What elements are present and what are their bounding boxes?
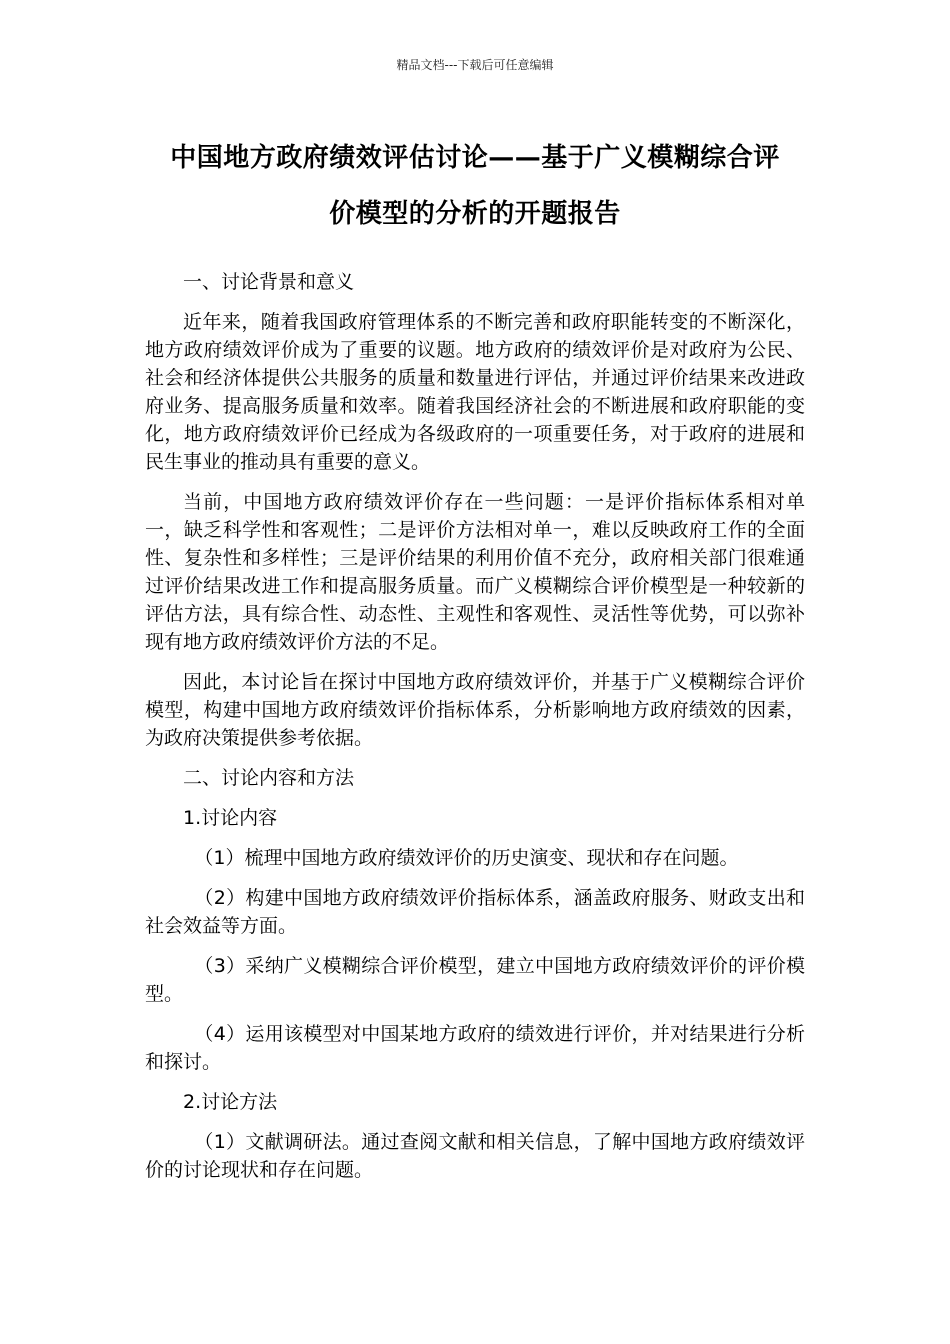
method-item-1: （1）文献调研法。通过查阅文献和相关信息，了解中国地方政府绩效评价的讨论现状和存在问题。 [145,1131,805,1181]
content-item-2: （2）构建中国地方政府绩效评价指标体系，涵盖政府服务、财政支出和社会效益等方面。 [145,887,805,937]
background-paragraph-3: 因此，本讨论旨在探讨中国地方政府绩效评价，并基于广义模糊综合评价模型，构建中国地方政府绩效评价指标体系，分析影响地方政府绩效的因素，为政府决策提供参考依据。 [145,671,805,749]
section-heading-background: 一、讨论背景和意义 [183,271,355,293]
section-heading-content-methods: 二、讨论内容和方法 [183,767,355,789]
document-body [145,268,805,1196]
subsection-heading-methods: 2.讨论方法 [183,1091,278,1113]
document-title-line-2: 价模型的分析的开题报告 [329,199,621,229]
content-item-4: （4）运用该模型对中国某地方政府的绩效进行评价，并对结果进行分析和探讨。 [145,1023,805,1073]
background-paragraph-2: 当前，中国地方政府绩效评价存在一些问题：一是评价指标体系相对单一，缺乏科学性和客观性；二是评价方法相对单一，难以反映政府工作的全面性、复杂性和多样性；三是评价结果的利用价值不充分，政府相关部门很难通过评价结果改进工作和提高服务质量。而广义模糊综合评价模型是一种较新的评估方法，具有综合性、动态性、主观性和客观性、灵活性等优势，可以弥补现有地方政府绩效评价方法的不足。 [145,491,805,653]
content-item-1: （1）梳理中国地方政府绩效评价的历史演变、现状和存在问题。 [194,847,739,869]
content-item-3: （3）采纳广义模糊综合评价模型，建立中国地方政府绩效评价的评价模型。 [145,955,805,1005]
page-header-note: 精品文档---下载后可任意编辑 [396,58,554,72]
document-title-line-1: 中国地方政府绩效评估讨论——基于广义模糊综合评 [170,143,780,173]
document-title [145,130,805,242]
subsection-heading-content: 1.讨论内容 [183,807,278,829]
background-paragraph-1: 近年来，随着我国政府管理体系的不断完善和政府职能转变的不断深化，地方政府绩效评价成为了重要的议题。地方政府的绩效评价是对政府为公民、社会和经济体提供公共服务的质量和数量进行评估，并通过评价结果来改进政府业务、提高服务质量和效率。随着我国经济社会的不断进展和政府职能的变化，地方政府绩效评价已经成为各级政府的一项重要任务，对于政府的进展和民生事业的推动具有重要的意义。 [145,311,805,473]
